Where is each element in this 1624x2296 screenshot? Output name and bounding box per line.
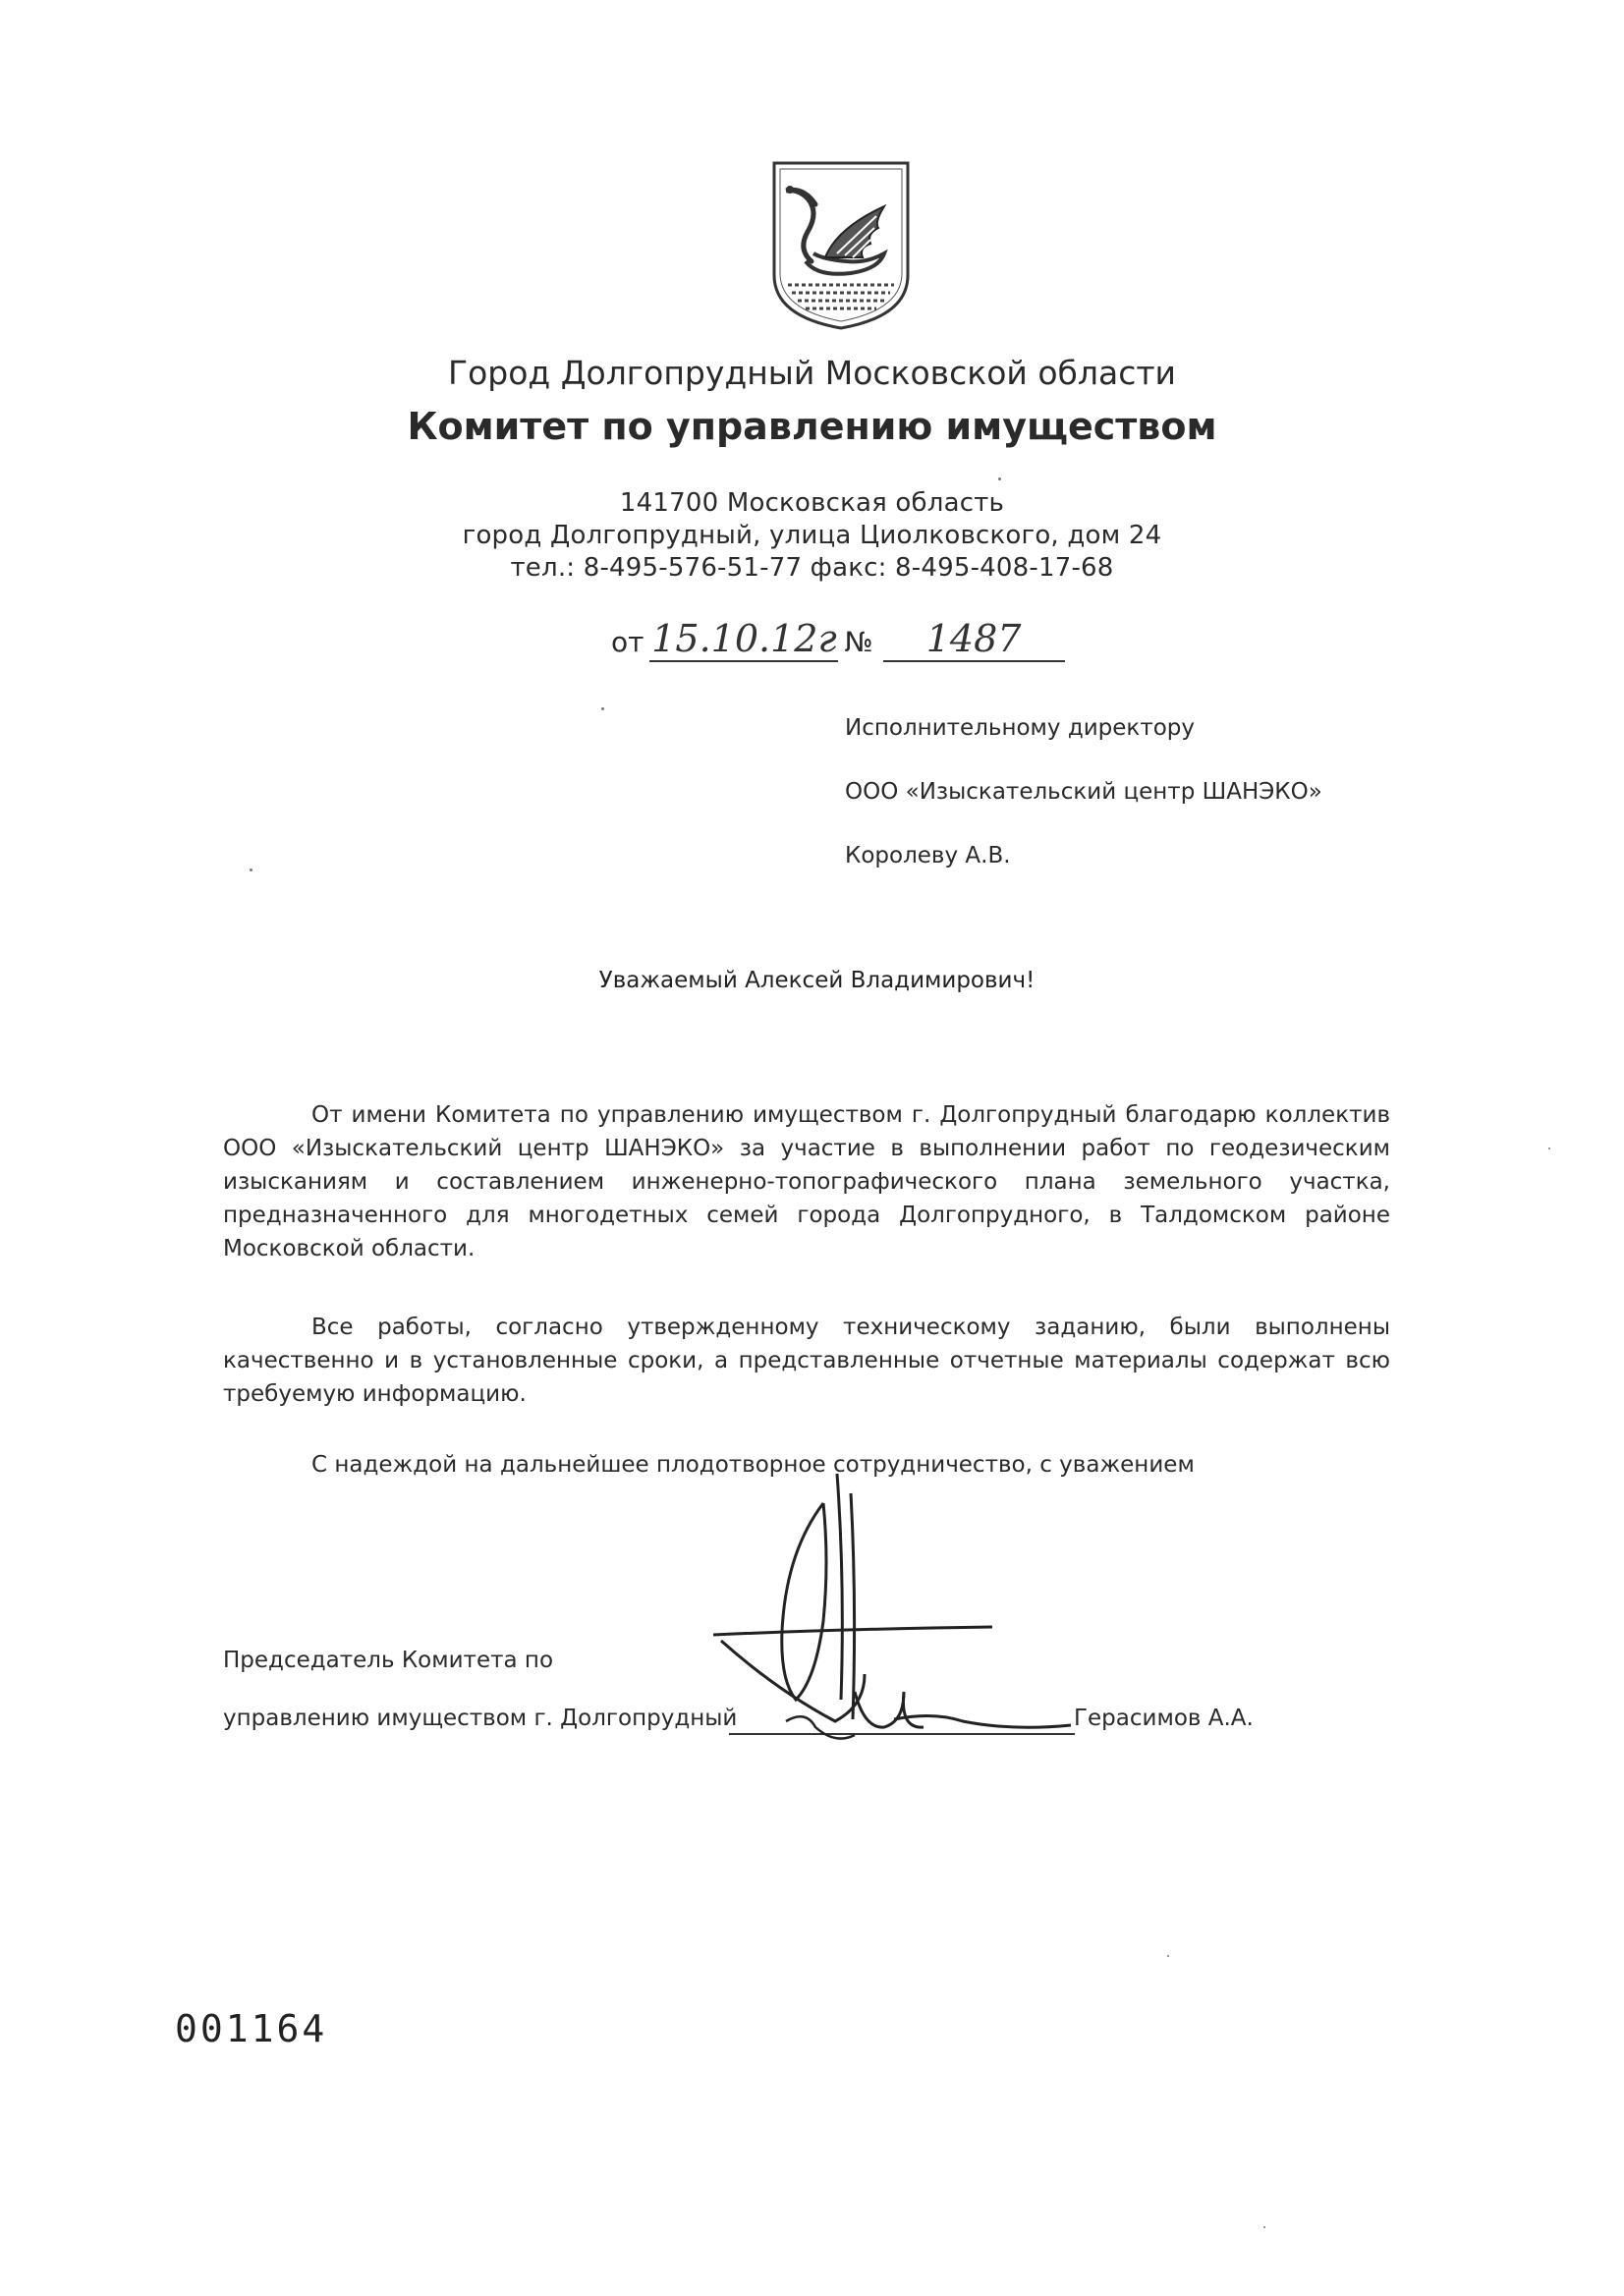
addressee-name: Королеву А.В. <box>845 843 1011 868</box>
scan-speck <box>1263 2226 1265 2228</box>
addressee-company: ООО «Изыскательский центр ШАНЭКО» <box>845 779 1322 805</box>
address-line-2: город Долгопрудный, улица Циолковского, дом 24 <box>462 521 1162 550</box>
city-title: Город Долгопрудный Московской области <box>447 354 1177 392</box>
scan-speck <box>998 477 1001 480</box>
number-label: № <box>844 626 873 658</box>
addressee-position: Исполнительному директору <box>845 715 1196 741</box>
date-label: от <box>611 626 644 658</box>
handwritten-date: 15.10.12г <box>651 617 837 660</box>
scan-speck <box>601 707 604 710</box>
body-paragraph-2: Все работы, согласно утвержденному техническому заданию, были выполнены качественно и в установленные сроки, а представленные отчетные материалы содержат всю требуемую информацию. <box>223 1315 1390 1407</box>
scan-speck <box>1548 1148 1550 1149</box>
handwritten-number: 1487 <box>883 617 1065 662</box>
committee-title: Комитет по управлению имуществом <box>407 405 1217 448</box>
signer-name: Герасимов А.А. <box>1074 1706 1254 1731</box>
registration-line <box>611 617 1065 662</box>
swan-crest-icon <box>768 159 914 332</box>
body-paragraph-3: С надеждой на дальнейшее плодотворное сотрудничество, с уважением <box>311 1452 1195 1478</box>
address-line-1: 141700 Московская область <box>619 488 1005 518</box>
document-serial-number: 001164 <box>175 2007 328 2050</box>
body-paragraph-1: От имени Комитета по управлению имуществом г. Долгопрудный благодарю коллектив ООО «Изыскательский центр ШАНЭКО» за участие в выполнении работ по геодезическим изысканиям и составлением инженерно-топографического плана земельного участка, предназначенного для многодетных семей города Долгопрудного, в Талдомском районе Московской области. <box>223 1102 1390 1261</box>
scan-speck <box>250 868 252 871</box>
scan-speck <box>1167 1955 1169 1957</box>
signer-title-line-2: управлению имуществом г. Долгопрудный <box>223 1706 738 1731</box>
contact-line: тел.: 8-495-576-51-77 факс: 8-495-408-17-68 <box>510 553 1114 583</box>
signer-title-line-1: Председатель Комитета по <box>223 1648 554 1673</box>
handwritten-signature <box>698 1464 1248 1759</box>
salutation: Уважаемый Алексей Владимирович! <box>598 968 1036 993</box>
